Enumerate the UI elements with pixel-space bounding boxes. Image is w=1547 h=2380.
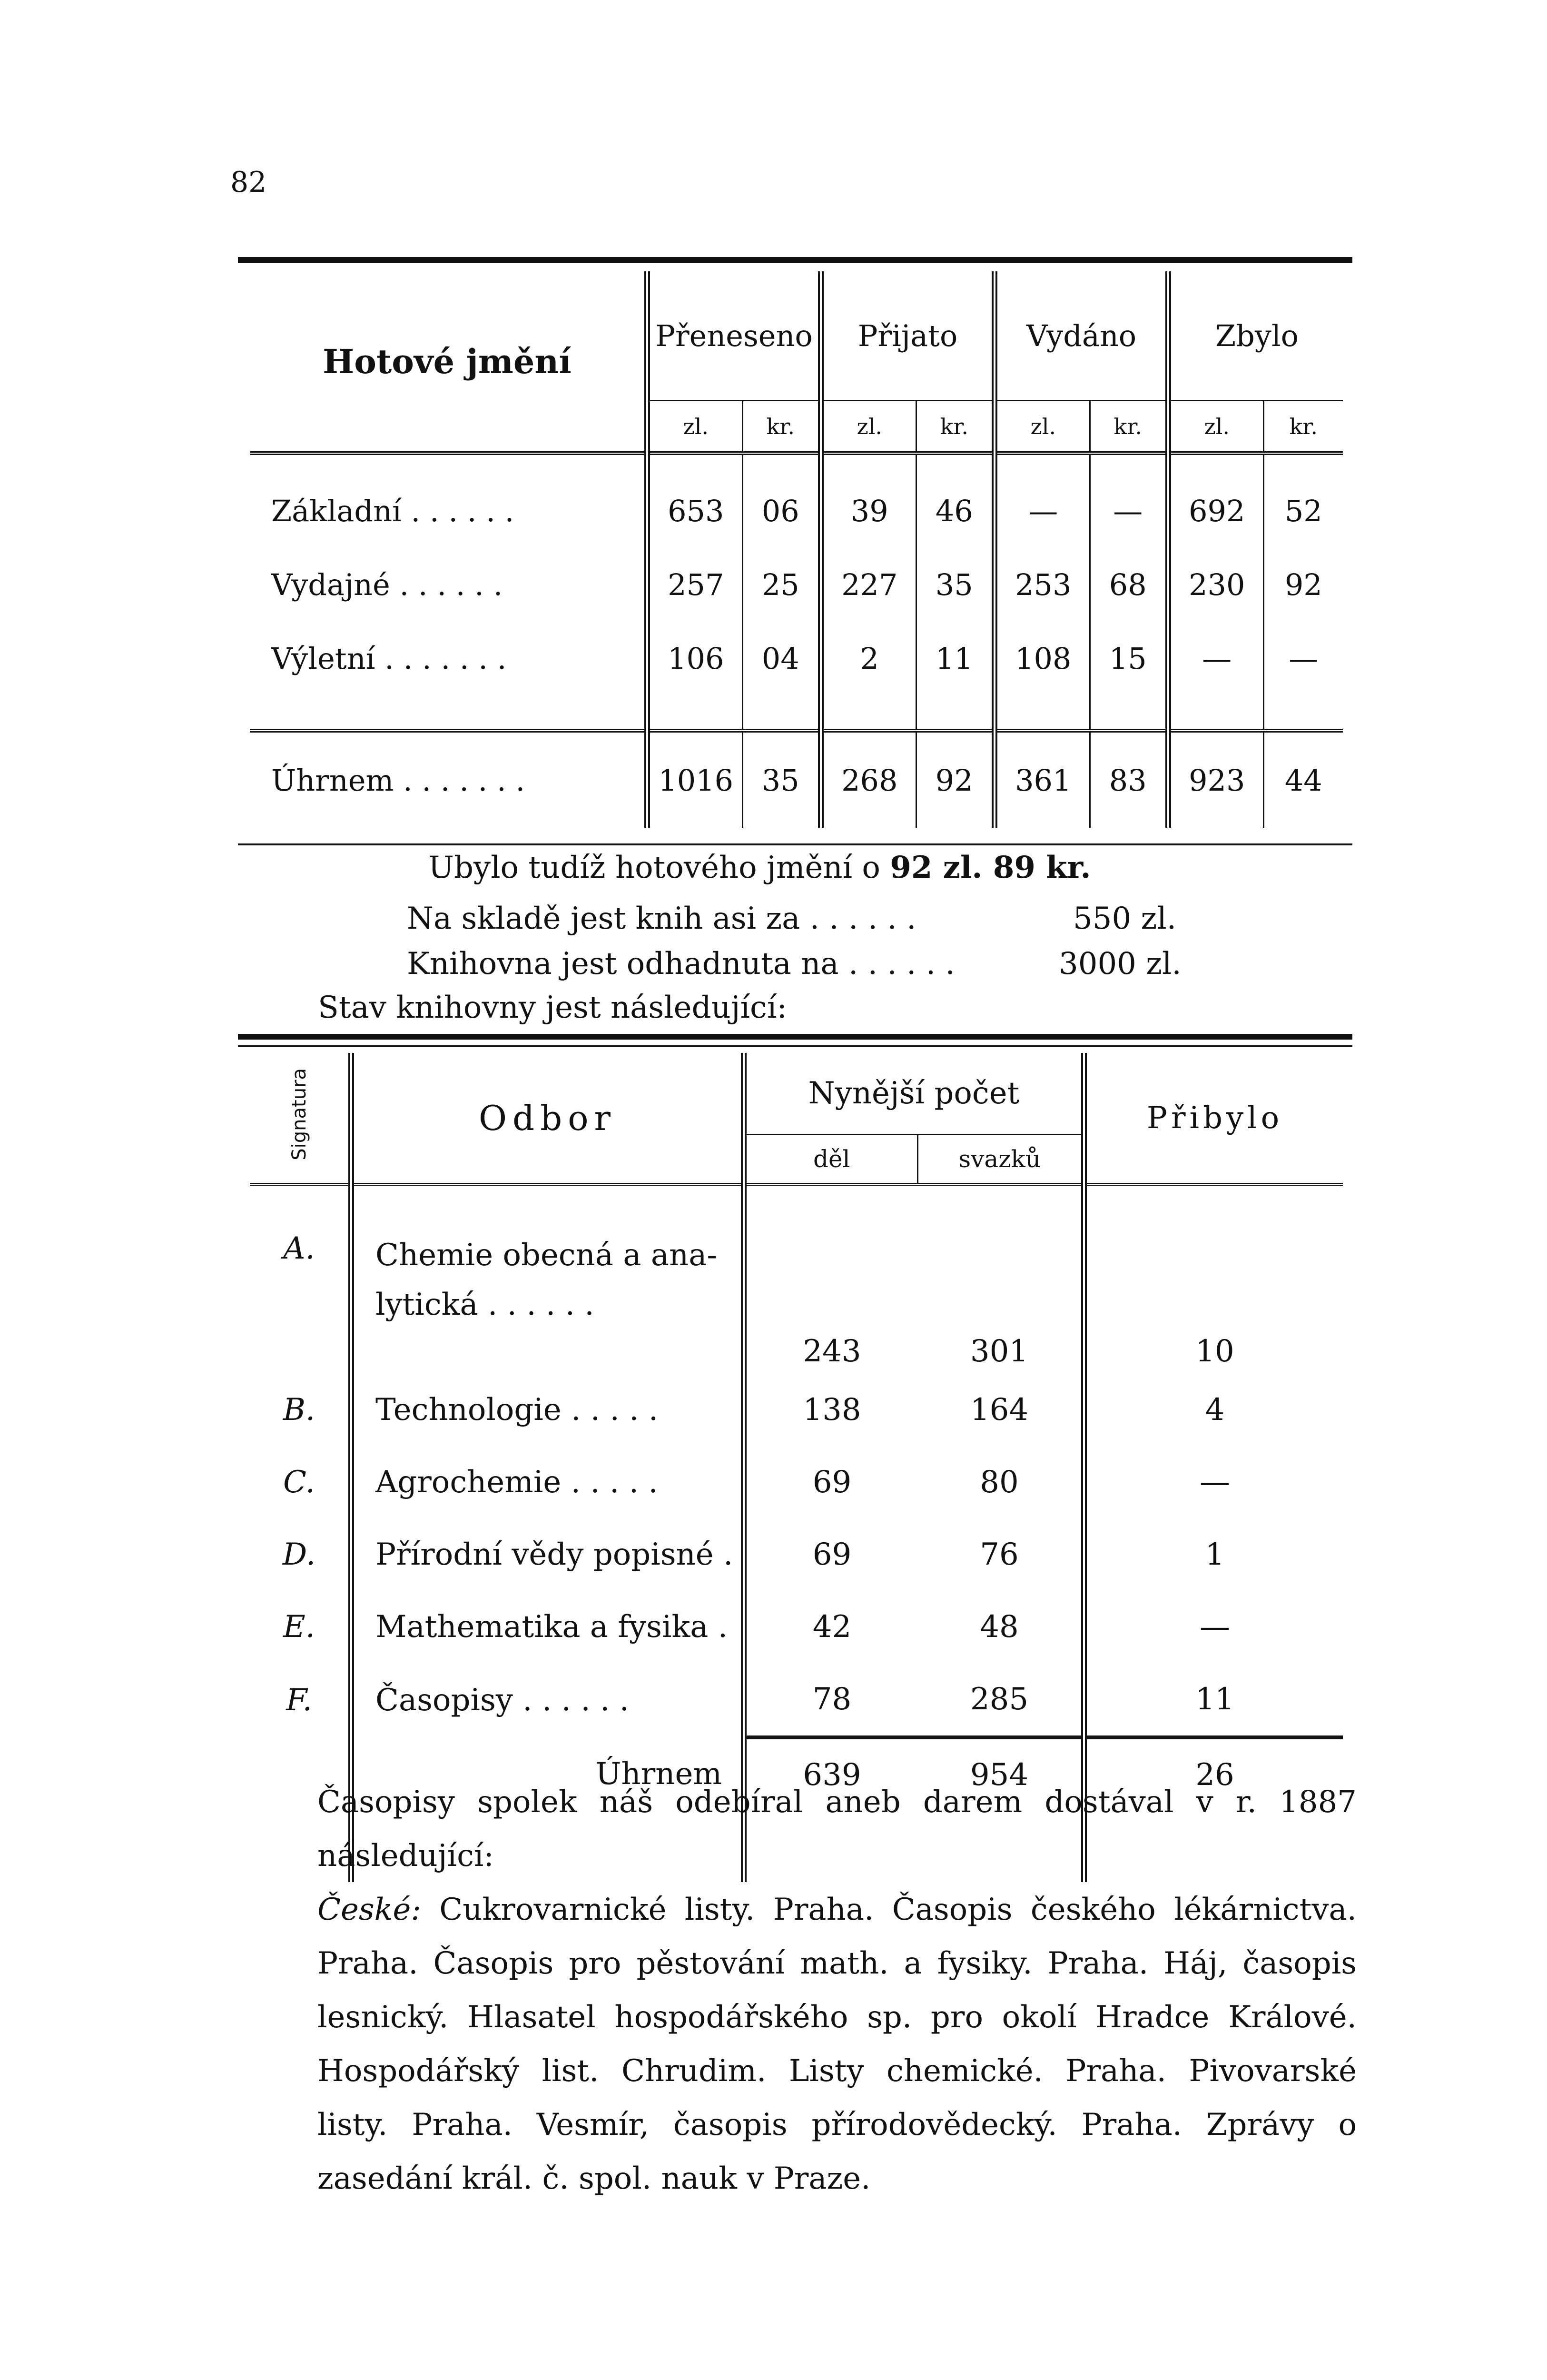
col-odbor: Odbor — [351, 1053, 744, 1184]
note-line-2 — [407, 901, 1177, 936]
odbor-line-2: lytická . . . . . . — [375, 1287, 594, 1322]
cell: 15 — [1090, 622, 1168, 695]
cell: 92 — [1284, 567, 1322, 602]
total-svazku: 954 — [917, 1737, 1084, 1811]
cell: — — [995, 453, 1090, 548]
col-nynejsi-pocet: Nynější počet — [744, 1053, 1084, 1135]
paragraph-ceske — [230, 1883, 1357, 2206]
svazku-cell: 80 — [917, 1446, 1084, 1518]
unit-zl: zl. — [995, 401, 1090, 454]
odbor-line-1: Chemie obecná a ana- — [375, 1237, 718, 1273]
cell: 11 — [916, 622, 995, 695]
unit-zl: zl. — [1168, 401, 1263, 454]
note-line-1 — [428, 850, 1091, 885]
total-pribylo: 26 — [1084, 1737, 1343, 1811]
signatura-cell: D. — [250, 1518, 351, 1591]
cell: 268 — [821, 731, 916, 828]
library-row — [250, 1184, 1343, 1374]
cell: 2 — [821, 622, 916, 695]
del-cell: 69 — [812, 1537, 852, 1572]
row-label: Základní . . . . . . — [250, 453, 647, 548]
del-cell: 78 — [812, 1682, 852, 1717]
signatura-cell: C. — [250, 1446, 351, 1518]
note-line-3-text: Knihovna jest odhadnuta na . . . . . . — [407, 946, 955, 982]
periodicals-paragraph — [230, 1775, 1357, 2206]
col-pribylo: Přibylo — [1084, 1053, 1343, 1184]
paragraph-intro: Časopisy spolek náš odebíral aneb darem dostával v r. 1887 následující: — [317, 1785, 1357, 1874]
col-signatura — [250, 1053, 351, 1184]
total-del: 639 — [744, 1737, 917, 1811]
cell: 692 — [1168, 453, 1263, 548]
note-line-3 — [407, 946, 1182, 982]
odbor-cell: Přírodní vědy popisné . — [351, 1518, 744, 1591]
finance-row-vydajne — [250, 548, 1343, 622]
cell: 923 — [1168, 731, 1263, 828]
unit-kr: kr. — [1090, 401, 1168, 454]
pribylo-cell: 4 — [1205, 1392, 1225, 1428]
pribylo-cell: 10 — [1195, 1334, 1234, 1369]
pribylo-cell: — — [1200, 1609, 1230, 1645]
unit-zl: zl. — [647, 401, 742, 454]
signatura-cell: F. — [250, 1663, 351, 1737]
unit-kr: kr. — [916, 401, 995, 454]
signatura-cell: A. — [250, 1184, 351, 1374]
cell: — — [1168, 622, 1263, 695]
del-cell: 243 — [803, 1334, 861, 1369]
finance-spacer — [250, 695, 1343, 731]
cell: 52 — [1284, 494, 1322, 528]
library-row — [250, 1518, 1343, 1591]
cell: 108 — [995, 622, 1090, 695]
cell: 25 — [742, 548, 821, 622]
cell: 35 — [742, 731, 821, 828]
group-zbylo: Zbylo — [1168, 271, 1343, 401]
col-svazku: svazků — [917, 1135, 1084, 1185]
library-header-row — [250, 1053, 1343, 1135]
odbor-cell: Technologie . . . . . — [351, 1374, 744, 1446]
finance-row-vyletni — [250, 622, 1343, 695]
pribylo-cell: 1 — [1205, 1537, 1225, 1572]
finance-table — [250, 271, 1343, 828]
ceske-text: Cukrovarnické listy. Praha. Časopis českého lékárnictva. Praha. Časopis pro pěstování math. a fysiky. Praha. Háj, časopis lesnický. Hlasatel hospodářského sp. pro okolí Hradce Králové. Hospodářský list. Chrudim. Listy chemické. Praha. Pivovarské listy. Praha. Vesmír, časopis přírodovědecký. Praha. Zprávy o zasedání král. č. spol. nauk v Praze. — [317, 1892, 1357, 2196]
cell: 361 — [995, 731, 1090, 828]
cell: 83 — [1090, 731, 1168, 828]
cell: 39 — [821, 453, 916, 548]
signatura-cell: E. — [250, 1591, 351, 1663]
odbor-cell — [351, 1184, 744, 1374]
signatura-cell: B. — [250, 1374, 351, 1446]
svazku-cell: 76 — [917, 1518, 1084, 1591]
unit-zl: zl. — [821, 401, 916, 454]
svazku-cell: 301 — [917, 1184, 1084, 1374]
del-cell: 42 — [812, 1609, 852, 1645]
page-number: 82 — [230, 166, 267, 199]
note-line-2-text: Na skladě jest knih asi za . . . . . . — [407, 901, 916, 936]
library-table — [250, 1053, 1343, 1882]
cell: — — [1090, 453, 1168, 548]
library-row — [250, 1374, 1343, 1446]
group-prijato: Přijato — [821, 271, 995, 401]
note-line-2-value: 550 zl. — [1073, 901, 1177, 936]
group-vydano: Vydáno — [995, 271, 1168, 401]
signatura-label: Signatura — [288, 1068, 310, 1160]
ceske-label: České: — [317, 1892, 421, 1927]
cell: 106 — [647, 622, 742, 695]
odbor-cell: Mathematika a fysika . — [351, 1591, 744, 1663]
note-line-1-text: Ubylo tudíž hotového jmění o — [428, 850, 890, 885]
cell: 44 — [1263, 731, 1343, 828]
table1-top-rule — [238, 257, 1352, 263]
cell: — — [1289, 641, 1319, 676]
library-row — [250, 1663, 1343, 1737]
total-label: Úhrnem . . . . . . . — [250, 731, 647, 828]
finance-row-total — [250, 731, 1343, 828]
cell: 653 — [647, 453, 742, 548]
del-cell: 69 — [812, 1465, 852, 1500]
svazku-cell: 285 — [917, 1663, 1084, 1737]
odbor-cell: Agrochemie . . . . . — [351, 1446, 744, 1518]
cell: 227 — [821, 548, 916, 622]
cell: 1016 — [647, 731, 742, 828]
cell: 35 — [916, 548, 995, 622]
library-row — [250, 1591, 1343, 1663]
library-total-label: Úhrnem — [351, 1737, 744, 1811]
note-line-4: Stav knihovny jest následující: — [318, 990, 787, 1025]
finance-row-zakladni — [250, 453, 1343, 548]
cell: 06 — [742, 453, 821, 548]
cell: 68 — [1090, 548, 1168, 622]
cell: 253 — [995, 548, 1090, 622]
pribylo-cell: 11 — [1195, 1682, 1234, 1717]
cell: 230 — [1168, 548, 1263, 622]
pribylo-cell: — — [1200, 1465, 1230, 1500]
svazku-cell: 48 — [917, 1591, 1084, 1663]
note-line-3-value: 3000 zl. — [1059, 946, 1182, 982]
table2-top-rule — [238, 1034, 1352, 1040]
finance-title: Hotové jmění — [250, 271, 647, 453]
library-row — [250, 1446, 1343, 1518]
row-label: Vydajné . . . . . . — [250, 548, 647, 622]
unit-kr: kr. — [1263, 401, 1343, 454]
col-del: děl — [744, 1135, 917, 1185]
table2-top-rule-thin — [238, 1045, 1352, 1047]
del-cell: 138 — [803, 1392, 861, 1428]
cell: 257 — [647, 548, 742, 622]
table1-bottom-rule — [238, 843, 1352, 845]
cell: 04 — [742, 622, 821, 695]
cell: 46 — [916, 453, 995, 548]
odbor-cell: Časopisy . . . . . . — [351, 1663, 744, 1737]
note-line-1-amount: 92 zl. 89 kr. — [890, 850, 1091, 885]
finance-header-row — [250, 271, 1343, 401]
unit-kr: kr. — [742, 401, 821, 454]
cell: 92 — [916, 731, 995, 828]
row-label: Výletní . . . . . . . — [250, 622, 647, 695]
svazku-cell: 164 — [917, 1374, 1084, 1446]
group-preneseno: Přeneseno — [647, 271, 821, 401]
